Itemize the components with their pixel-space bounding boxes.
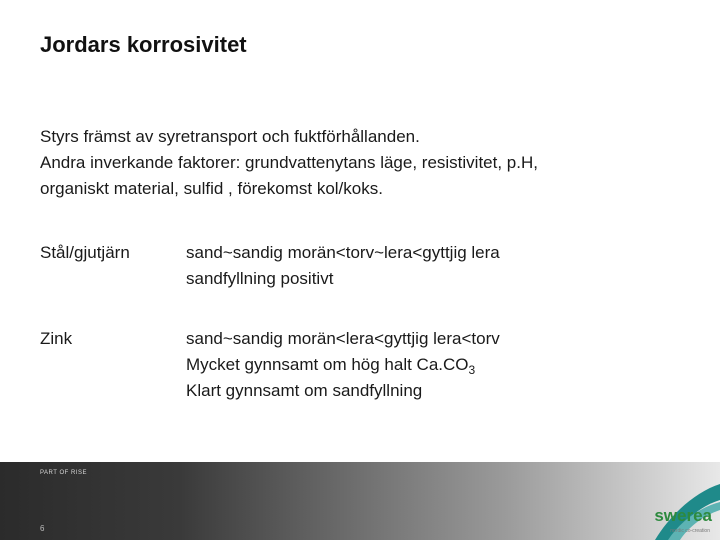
zinc-line: Klart gynnsamt om sandfyllning (186, 381, 423, 400)
slide-title: Jordars korrosivitet (40, 32, 247, 57)
page-number: 6 (40, 524, 45, 533)
zinc-line-text: Mycket gynnsamt om hög halt Ca.CO (186, 355, 469, 374)
zinc-details (186, 326, 500, 404)
steel-label: Stål/gjutjärn (40, 243, 130, 262)
logo-subtext: nordic co-creation (670, 528, 710, 534)
intro-text (40, 124, 680, 202)
footer-tag: PART OF RISE (40, 470, 88, 476)
intro-line: Andra inverkande faktorer: grundvattenytans läge, resistivitet, p.H, (40, 153, 538, 172)
subscript: 3 (468, 363, 476, 377)
swerea-logo (610, 470, 720, 540)
steel-details (186, 240, 500, 292)
footer-bar (0, 462, 720, 540)
logo-text: swerea (654, 506, 712, 525)
steel-line: sandfyllning positivt (186, 269, 334, 288)
intro-line: organiskt material, sulfid , förekomst kol/koks. (40, 179, 383, 198)
zinc-line: sand~sandig morän<lera<gyttjig lera<torv (186, 329, 500, 348)
zinc-line (186, 352, 500, 378)
zinc-label: Zink (40, 329, 73, 348)
intro-line: Styrs främst av syretransport och fuktförhållanden. (40, 127, 420, 146)
steel-line: sand~sandig morän<torv~lera<gyttjig lera (186, 243, 500, 262)
